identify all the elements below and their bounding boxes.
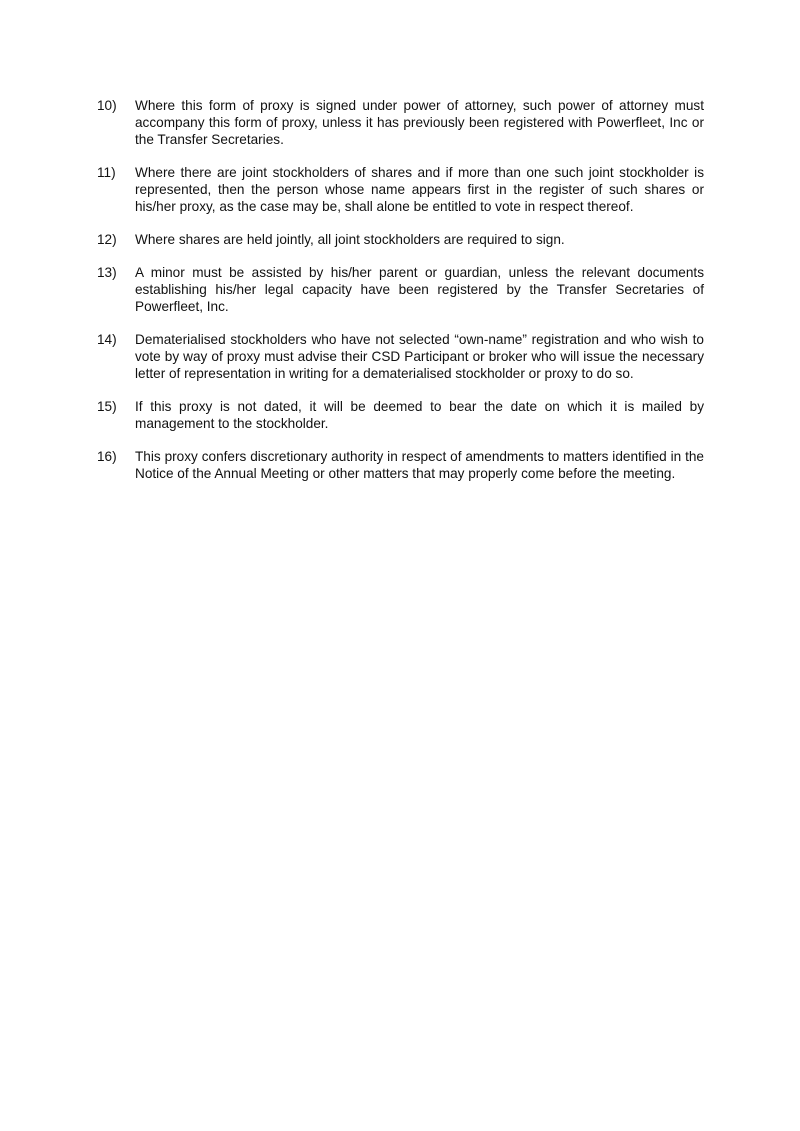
note-text: Where shares are held jointly, all joint stockholders are required to sign. [135,232,565,247]
note-item [97,331,704,382]
note-number: 10) [97,98,117,113]
note-item [97,264,704,315]
note-number: 12) [97,232,117,247]
note-number: 15) [97,399,117,414]
note-text: Where this form of proxy is signed under power of attorney, such power of attorney must accompany this form of proxy, unless it has previously been registered with Powerfleet, Inc or the Transfer Secretaries. [135,98,704,147]
note-item [97,398,704,432]
note-text: Dematerialised stockholders who have not selected “own-name” registration and who wish to vote by way of proxy must advise their CSD Participant or broker who will issue the necessary letter of representation in writing for a dematerialised stockholder or proxy to do so. [135,332,704,381]
note-item [97,448,704,482]
note-text: This proxy confers discretionary authority in respect of amendments to matters identified in the Notice of the Annual Meeting or other matters that may properly come before the meeting. [135,449,704,481]
proxy-notes-list [97,97,704,498]
note-text: If this proxy is not dated, it will be deemed to bear the date on which it is mailed by management to the stockholder. [135,399,704,431]
note-number: 16) [97,449,117,464]
note-number: 14) [97,332,117,347]
note-number: 13) [97,265,117,280]
note-text: Where there are joint stockholders of shares and if more than one such joint stockholder is represented, then the person whose name appears first in the register of such shares or his/her proxy, as the case may be, shall alone be entitled to vote in respect thereof. [135,165,704,214]
note-item [97,97,704,148]
note-number: 11) [97,165,116,180]
note-item [97,164,704,215]
note-item [97,231,704,248]
note-text: A minor must be assisted by his/her parent or guardian, unless the relevant documents establishing his/her legal capacity have been registered by the Transfer Secretaries of Powerfleet, Inc. [135,265,704,314]
